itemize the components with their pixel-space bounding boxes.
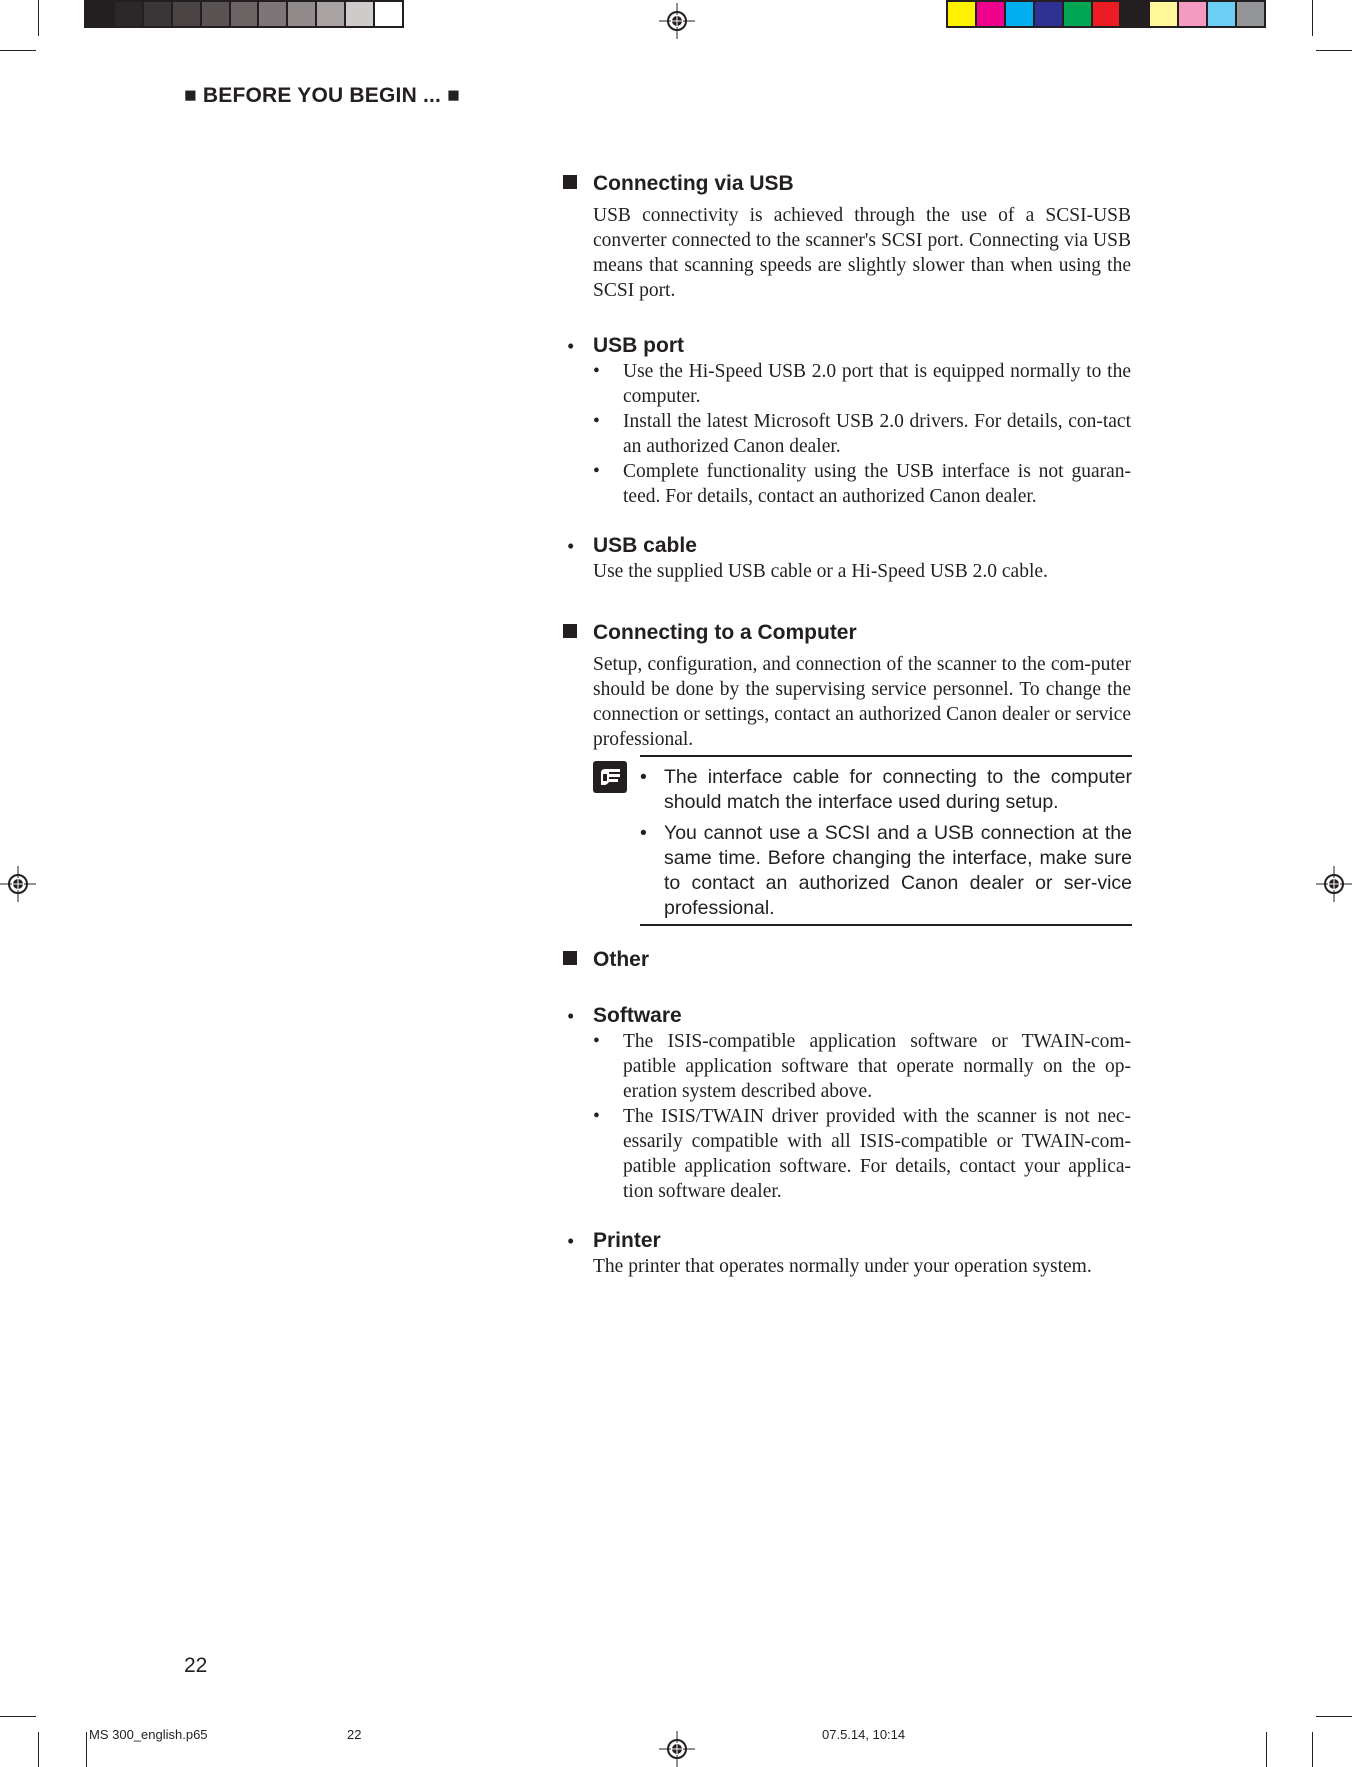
list-item: • Install the latest Microsoft USB 2.0 drivers. For details, con-tact an authorized Canon dealer. — [593, 411, 1131, 457]
color-swatch — [948, 2, 977, 26]
crop-mark — [1266, 1732, 1267, 1767]
computer-paragraph: Setup, configuration, and connection of the scanner to the com-puter should be done by the supervising service personnel. To change the connection or settings, contact an authorized Canon dealer or service professional. — [593, 654, 1131, 750]
crop-mark — [38, 0, 39, 36]
list-item: • Use the Hi-Speed USB 2.0 port that is equipped normally to the computer. — [593, 361, 1131, 407]
bullet-icon: • — [640, 822, 647, 844]
note-bottom-rule — [640, 924, 1132, 926]
crop-mark — [1312, 1732, 1313, 1767]
bullet-icon: • — [567, 534, 575, 558]
color-swatch — [375, 2, 402, 26]
registration-mark-icon — [659, 1731, 695, 1767]
crop-mark — [38, 1732, 39, 1767]
slug-filename: MS 300_english.p65 — [89, 1727, 208, 1742]
heading-text: Connecting via USB — [593, 172, 794, 195]
running-header: ■ BEFORE YOU BEGIN ... ■ — [184, 84, 460, 107]
registration-mark-icon — [659, 3, 695, 39]
square-bullet-icon — [563, 951, 577, 965]
color-swatch — [288, 2, 317, 26]
crop-mark — [0, 50, 36, 51]
crop-mark — [1312, 0, 1313, 36]
note-item: • The interface cable for connecting to the computer should match the interface used during setup. — [640, 766, 1132, 813]
usb-port-list — [593, 359, 1131, 509]
color-swatch — [1093, 2, 1122, 26]
note-list — [640, 765, 1132, 927]
crop-mark — [1316, 50, 1352, 51]
color-swatch — [231, 2, 260, 26]
square-bullet-icon — [563, 175, 577, 189]
color-swatch — [259, 2, 288, 26]
color-swatch — [202, 2, 231, 26]
color-swatch — [1208, 2, 1237, 26]
list-item: • Complete functionality using the USB interface is not guaran-teed. For details, contact an authorized Canon dealer. — [593, 461, 1131, 507]
color-swatch — [346, 2, 375, 26]
color-swatch — [1035, 2, 1064, 26]
software-list — [593, 1029, 1131, 1204]
color-swatch — [1006, 2, 1035, 26]
heading-text: Other — [593, 948, 650, 971]
printer-paragraph: The printer that operates normally under your operation system. — [593, 1256, 1092, 1277]
bullet-icon: • — [567, 1004, 575, 1028]
color-swatch — [1121, 2, 1150, 26]
color-swatch — [317, 2, 346, 26]
subheading-text: Printer — [593, 1229, 661, 1252]
subheading-text: Software — [593, 1004, 682, 1027]
color-swatch — [1150, 2, 1179, 26]
crop-mark — [86, 1732, 87, 1767]
square-bullet-icon — [563, 624, 577, 638]
bullet-icon: • — [593, 1031, 600, 1052]
bullet-icon: • — [567, 334, 575, 358]
heading-text: Connecting to a Computer — [593, 621, 857, 644]
color-swatch — [1064, 2, 1093, 26]
usb-cable-paragraph: Use the supplied USB cable or a Hi-Speed USB 2.0 cable. — [593, 561, 1048, 582]
bullet-icon: • — [593, 461, 600, 482]
bullet-icon: • — [567, 1229, 575, 1253]
registration-mark-icon — [0, 866, 36, 902]
color-bar — [946, 0, 1266, 28]
subheading-text: USB port — [593, 334, 684, 357]
bullet-icon: • — [593, 411, 600, 432]
bullet-icon: • — [593, 1106, 600, 1127]
color-swatch — [1237, 2, 1264, 26]
note-item: • You cannot use a SCSI and a USB connection at the same time. Before changing the interface, make sure to contact an authorized Canon dealer or ser-vice professional. — [640, 822, 1132, 919]
crop-mark — [0, 1716, 36, 1717]
note-top-rule — [640, 755, 1132, 757]
slug-page: 22 — [347, 1727, 362, 1742]
grayscale-bar — [84, 0, 404, 28]
subheading-text: USB cable — [593, 534, 697, 557]
list-item: • The ISIS-compatible application software or TWAIN-com-patible application software that operate normally on the op-eration system described above. — [593, 1031, 1131, 1102]
crop-mark — [1316, 1716, 1352, 1717]
color-swatch — [115, 2, 144, 26]
color-swatch — [977, 2, 1006, 26]
usb-intro-paragraph: USB connectivity is achieved through the use of a SCSI-USB converter connected to the scanner's SCSI port. Connecting via USB means that scanning speeds are slightly slower than when using the SCSI port. — [593, 205, 1131, 301]
slug-date: 07.5.14, 10:14 — [822, 1727, 906, 1742]
registration-mark-icon — [1316, 866, 1352, 902]
note-hand-icon — [593, 761, 627, 793]
bullet-icon: • — [593, 361, 600, 382]
color-swatch — [1179, 2, 1208, 26]
color-swatch — [173, 2, 202, 26]
color-swatch — [86, 2, 115, 26]
color-swatch — [144, 2, 173, 26]
page-number: 22 — [184, 1654, 208, 1677]
list-item: • The ISIS/TWAIN driver provided with the scanner is not nec-essarily compatible with all ISIS-compatible or TWAIN-com-patible application software. For details, contact your applica-tion software dealer. — [593, 1106, 1131, 1202]
bullet-icon: • — [640, 766, 647, 788]
